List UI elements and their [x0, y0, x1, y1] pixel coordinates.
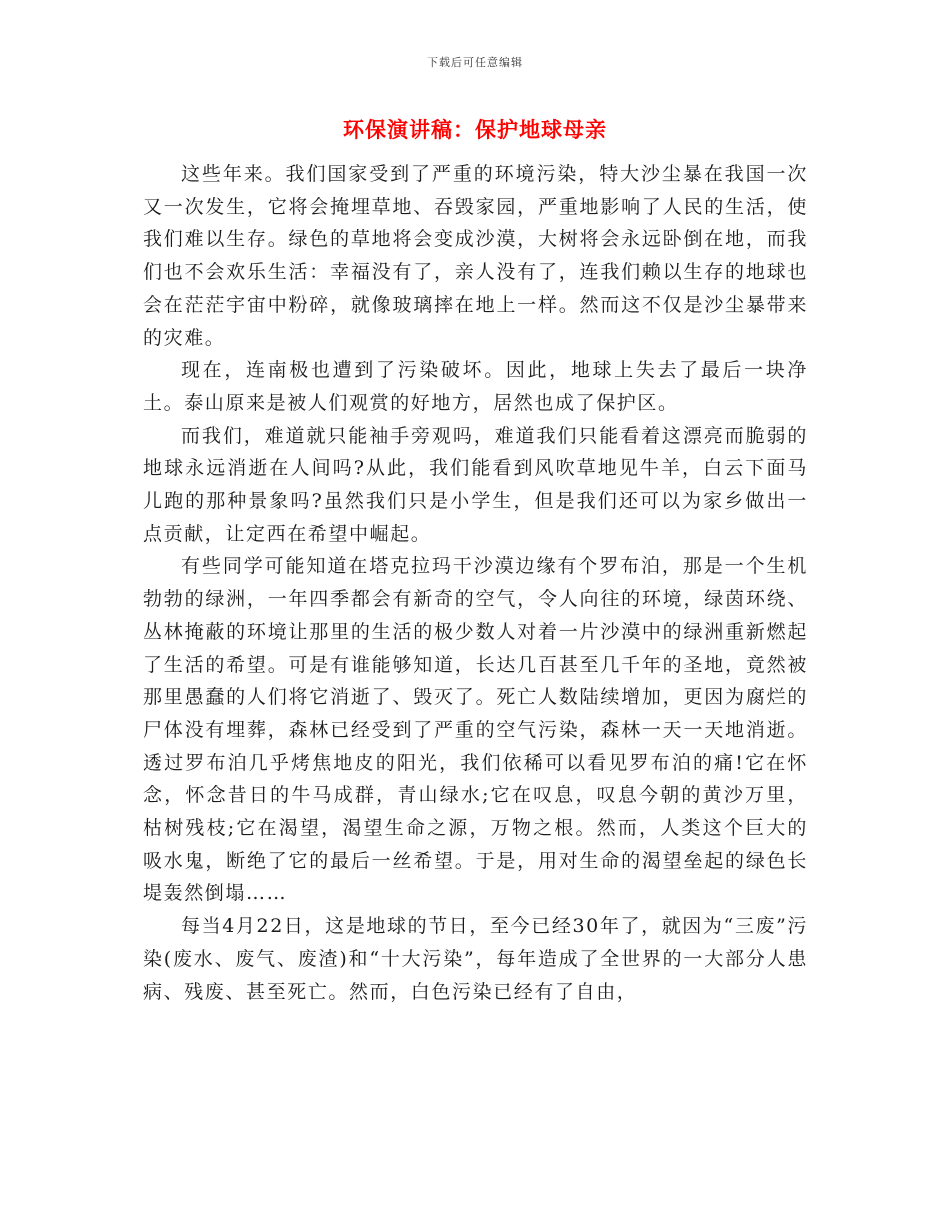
document-body [143, 158, 808, 1008]
paragraph-5: 每当4月22日，这是地球的节日，至今已经30年了，就因为“三废”污染(废水、废气、废渣)和“十大污染”，每年造成了全世界的一大部分人患病、残废、甚至死亡。然而，白色污染已经有了自由， [143, 915, 808, 1003]
document-title: 环保演讲稿：保护地球母亲 [343, 117, 607, 142]
paragraph-4: 有些同学可能知道在塔克拉玛干沙漠边缘有个罗布泊，那是一个生机勃勃的绿洲，一年四季都会有新奇的空气，令人向往的环境，绿茵环绕、丛林掩蔽的环境让那里的生活的极少数人对着一片沙漠中的绿洲重新燃起了生活的希望。可是有谁能够知道，长达几百甚至几千年的圣地，竟然被那里愚蠢的人们将它消逝了、毁灭了。死亡人数陆续增加，更因为腐烂的尸体没有埋葬，森林已经受到了严重的空气污染，森林一天一天地消逝。透过罗布泊几乎烤焦地皮的阳光，我们依稀可以看见罗布泊的痛!它在怀念，怀念昔日的牛马成群，青山绿水;它在叹息，叹息今朝的黄沙万里，枯树残枝;它在渴望，渴望生命之源，万物之根。然而，人类这个巨大的吸水鬼，断绝了它的最后一丝希望。于是，用对生命的渴望垒起的绿色长堤轰然倒塌…… [143, 555, 808, 905]
paragraph-1: 这些年来。我们国家受到了严重的环境污染，特大沙尘暴在我国一次又一次发生，它将会掩埋草地、吞毁家园，严重地影响了人民的生活，使我们难以生存。绿色的草地将会变成沙漠，大树将会永远卧倒在地，而我们也不会欢乐生活：幸福没有了，亲人没有了，连我们赖以生存的地球也会在茫茫宇宙中粉碎，就像玻璃摔在地上一样。然而这不仅是沙尘暴带来的灾难。 [143, 163, 808, 349]
header-note: 下载后可任意编辑 [427, 56, 523, 69]
paragraph-3: 而我们，难道就只能袖手旁观吗，难道我们只能看着这漂亮而脆弱的地球永远消逝在人间吗?从此，我们能看到风吹草地见牛羊，白云下面马儿跑的那种景象吗?虽然我们只是小学生，但是我们还可以为家乡做出一点贡献，让定西在希望中崛起。 [143, 424, 808, 545]
paragraph-2: 现在，连南极也遭到了污染破坏。因此，地球上失去了最后一块净土。泰山原来是被人们观赏的好地方，居然也成了保护区。 [143, 359, 808, 414]
